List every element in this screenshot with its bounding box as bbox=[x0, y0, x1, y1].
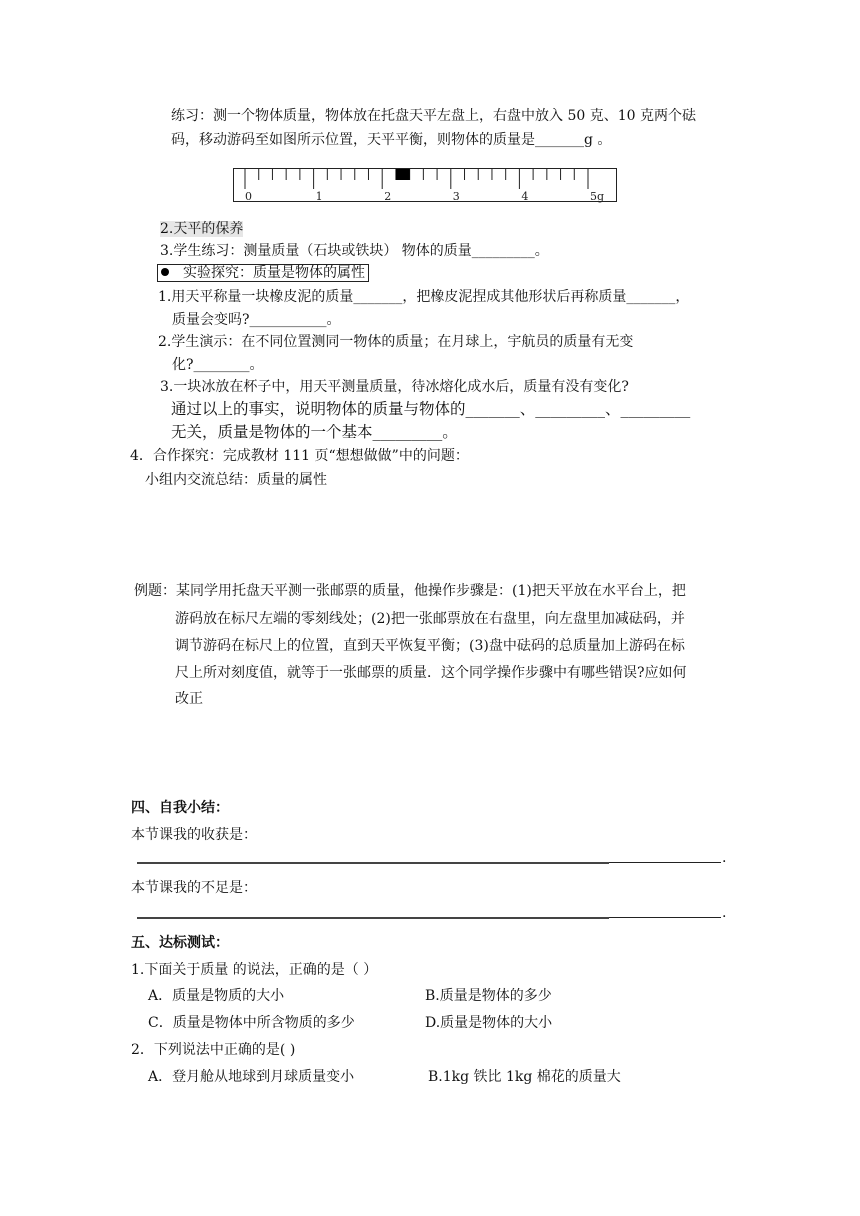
q1-line-1: 1.用天平称量一块橡皮泥的质量_______，把橡皮泥捏成其他形状后再称质量_______， bbox=[158, 289, 690, 305]
section-4-title: 4．合作探究：完成教材 111 页“想想做做”中的问题： bbox=[130, 448, 469, 464]
q3-line-1: 3.一块冰放在杯子中，用天平测量质量，待冰熔化成水后，质量有没有变化? bbox=[160, 379, 629, 395]
section-2-label: 2.天平的保养 bbox=[160, 221, 244, 237]
experiment-title: 实验探究：质量是物体的属性 bbox=[183, 265, 365, 281]
practice-line-1: 练习：测一个物体质量，物体放在托盘天平左盘上，右盘中放入 50 克、10 克两个砝 bbox=[171, 108, 696, 124]
ruler-tick-label: 2 bbox=[384, 190, 392, 203]
example-line-1: 例题：某同学用托盘天平测一张邮票的质量，他操作步骤是：(1)把天平放在水平台上，把 bbox=[134, 583, 686, 599]
gain-period: . bbox=[722, 850, 727, 866]
test-q2-option-a: A．登月舱从地球到月球质量变小 bbox=[148, 1069, 355, 1085]
section-4-sub: 小组内交流总结：质量的属性 bbox=[145, 472, 327, 488]
example-line-3: 调节游码在标尺上的位置，直到天平恢复平衡；(3)盘中砝码的总质量加上游码在标 bbox=[175, 638, 685, 654]
example-line-5: 改正 bbox=[175, 691, 203, 707]
ruler-tick-label: 0 bbox=[245, 190, 252, 203]
example-line-4: 尺上所对刻度值，就等于一张邮票的质量．这个同学操作步骤中有哪些错误?应如何 bbox=[175, 665, 687, 681]
conclusion-line-2: 无关，质量是物体的一个基本_________。 bbox=[171, 423, 458, 441]
q2-line-2: 化?________。 bbox=[172, 357, 264, 373]
summary-title: 四、自我小结： bbox=[131, 800, 229, 816]
balance-ruler bbox=[233, 168, 617, 202]
ruler-tick-label: 5g bbox=[590, 190, 605, 203]
section-3-practice: 3.学生练习：测量质量（石块或铁块） 物体的质量_________。 bbox=[160, 243, 549, 259]
conclusion-line-1: 通过以上的事实，说明物体的质量与物体的_______、_________、_________ bbox=[171, 400, 691, 418]
test-q1-stem: 1.下面关于质量 的说法，正确的是（ ） bbox=[131, 962, 378, 978]
test-q1-option-a: A．质量是物质的大小 bbox=[148, 988, 285, 1004]
test-q2-stem: 2．下列说法中正确的是( ) bbox=[131, 1042, 296, 1058]
example-line-2: 游码放在标尺左端的零刻线处；(2)把一张邮票放在右盘里，向左盘里加减砝码，并 bbox=[175, 611, 685, 627]
gain-answer-line bbox=[609, 862, 721, 863]
summary-lack-label: 本节课我的不足是： bbox=[131, 880, 257, 896]
practice-line-2: 码，移动游码至如图所示位置，天平平衡，则物体的质量是_______g 。 bbox=[171, 132, 612, 148]
lack-period: . bbox=[722, 905, 727, 921]
summary-gain-label: 本节课我的收获是： bbox=[131, 827, 257, 843]
bullet-icon bbox=[161, 268, 169, 276]
test-title: 五、达标测试： bbox=[131, 935, 229, 951]
test-q1-option-d: D.质量是物体的大小 bbox=[425, 1015, 553, 1031]
gain-answer-line-dark bbox=[137, 862, 609, 864]
q1-line-2: 质量会变吗?___________。 bbox=[172, 312, 341, 328]
test-q2-option-b: B.1kg 铁比 1kg 棉花的质量大 bbox=[428, 1069, 621, 1085]
ruler-tick-label: 1 bbox=[315, 190, 323, 203]
q2-line-1: 2.学生演示：在不同位置测同一物体的质量；在月球上，宇航员的质量有无变 bbox=[158, 334, 634, 350]
test-q1-option-c: C．质量是物体中所含物质的多少 bbox=[148, 1015, 355, 1031]
ruler-tick-label: 4 bbox=[521, 190, 529, 203]
lack-answer-line-dark bbox=[137, 917, 609, 919]
test-q1-option-b: B.质量是物体的多少 bbox=[425, 988, 552, 1004]
lack-answer-line bbox=[609, 917, 721, 918]
ruler-rider bbox=[396, 169, 410, 180]
experiment-heading bbox=[157, 264, 369, 282]
ruler-scale bbox=[234, 169, 618, 203]
ruler-tick-label: 3 bbox=[452, 190, 460, 203]
